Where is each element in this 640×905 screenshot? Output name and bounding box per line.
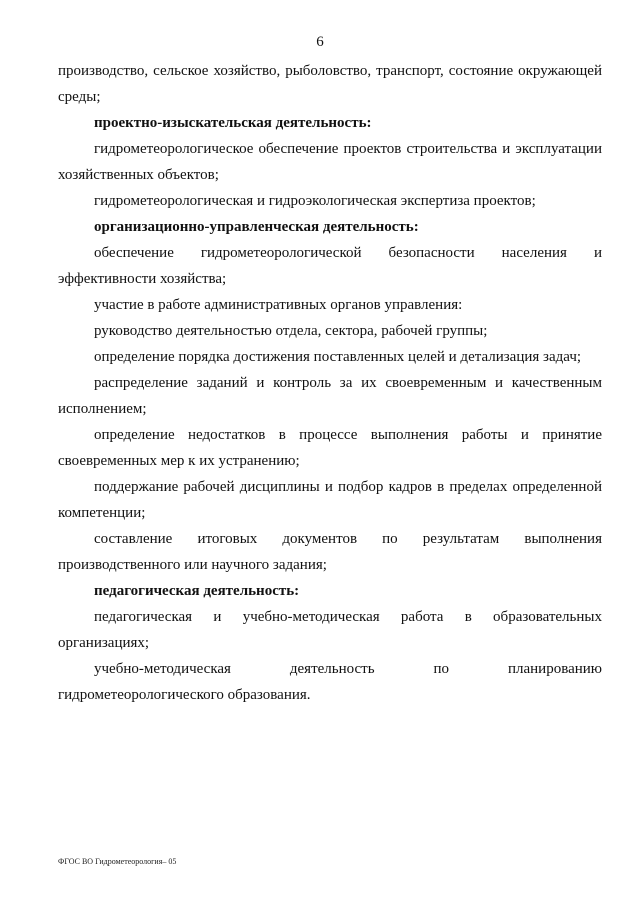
footer-standard-code: ФГОС ВО Гидрометеорология– 05 <box>58 857 177 866</box>
paragraph-continuation: производство, сельское хозяйство, рыболовство, транспорт, состояние окружающей среды; <box>58 63 602 105</box>
paragraph: поддержание рабочей дисциплины и подбор кадров в пределах определенной компетенции; <box>58 479 602 521</box>
paragraph: руководство деятельностью отдела, сектора, рабочей группы; <box>94 323 488 339</box>
paragraph: обеспечение гидрометеорологической безопасности населения и эффективности хозяйства; <box>58 245 602 287</box>
heading-pedagogical: педагогическая деятельность: <box>94 583 300 599</box>
heading-design-survey: проектно-изыскательская деятельность: <box>94 115 372 131</box>
paragraph: учебно-методическая деятельность по планированию гидрометеорологического образования. <box>58 661 602 703</box>
paragraph: участие в работе административных органов управления: <box>94 297 463 313</box>
heading-organizational-management: организационно-управленческая деятельность: <box>94 219 419 235</box>
paragraph: педагогическая и учебно-методическая работа в образовательных организациях; <box>58 609 602 651</box>
paragraph: гидрометеорологическая и гидроэкологическая экспертиза проектов; <box>94 193 536 209</box>
paragraph: распределение заданий и контроль за их своевременным и качественным исполнением; <box>58 375 602 417</box>
paragraph: гидрометеорологическое обеспечение проектов строительства и эксплуатации хозяйственных объектов; <box>58 141 602 183</box>
paragraph: определение порядка достижения поставленных целей и детализация задач; <box>94 349 582 365</box>
page-number: 6 <box>316 34 324 50</box>
paragraph: определение недостатков в процессе выполнения работы и принятие своевременных мер к их устранению; <box>58 427 602 469</box>
paragraph: составление итоговых документов по результатам выполнения производственного или научного задания; <box>58 531 602 573</box>
document-body <box>58 58 602 708</box>
